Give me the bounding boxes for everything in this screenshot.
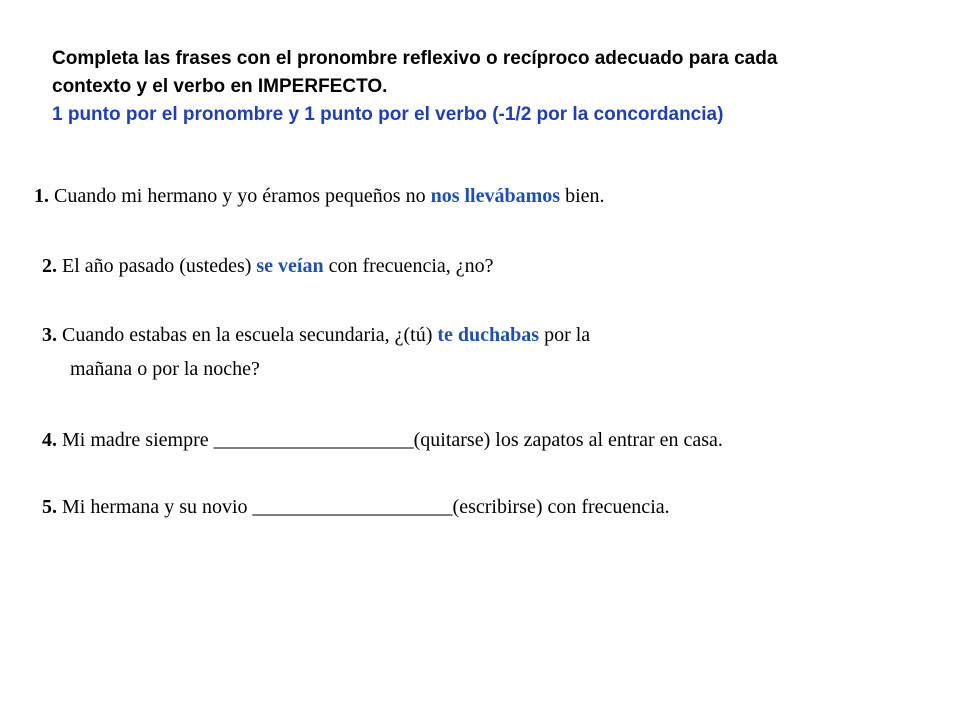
item-text-after: (escribirse) con frecuencia. xyxy=(452,496,670,518)
item-text-after: por la xyxy=(539,324,591,346)
item-text-after: con frecuencia, ¿no? xyxy=(323,255,494,277)
exercise-item-3 xyxy=(42,320,590,350)
exercise-item-2 xyxy=(42,251,494,281)
item-text-before: Mi hermana y su novio xyxy=(57,496,253,518)
instructions xyxy=(52,45,932,129)
exercise-item-1 xyxy=(34,181,605,211)
item-number: 1. xyxy=(34,185,49,207)
item-number: 2. xyxy=(42,255,57,277)
answer-text: te duchabas xyxy=(437,324,540,346)
exercise-item-4 xyxy=(42,425,723,455)
item-text-before: Cuando mi hermano y yo éramos pequeños no xyxy=(49,185,431,207)
answer-blank[interactable]: ____________________ xyxy=(213,429,414,451)
exercise-item-3-continuation: mañana o por la noche? xyxy=(70,358,260,380)
item-number: 3. xyxy=(42,324,57,346)
item-text-before: Cuando estabas en la escuela secundaria, ¿(tú) xyxy=(57,324,438,346)
instructions-line-2: contexto y el verbo en IMPERFECTO. xyxy=(52,76,388,97)
answer-blank[interactable]: ____________________ xyxy=(252,496,453,518)
answer-text: se veían xyxy=(256,255,324,277)
answer-text: nos llevábamos xyxy=(430,185,561,207)
item-text-after: bien. xyxy=(560,185,605,207)
item-number: 4. xyxy=(42,429,57,451)
item-text-before: Mi madre siempre xyxy=(57,429,214,451)
exercise-item-5 xyxy=(42,492,670,522)
scoring-note: 1 punto por el pronombre y 1 punto por el verbo (-1/2 por la concordancia) xyxy=(52,104,724,125)
item-text-before: El año pasado (ustedes) xyxy=(57,255,257,277)
item-text-after: (quitarse) los zapatos al entrar en casa. xyxy=(413,429,723,451)
item-number: 5. xyxy=(42,496,57,518)
instructions-line-1: Completa las frases con el pronombre reflexivo o recíproco adecuado para cada xyxy=(52,48,778,69)
